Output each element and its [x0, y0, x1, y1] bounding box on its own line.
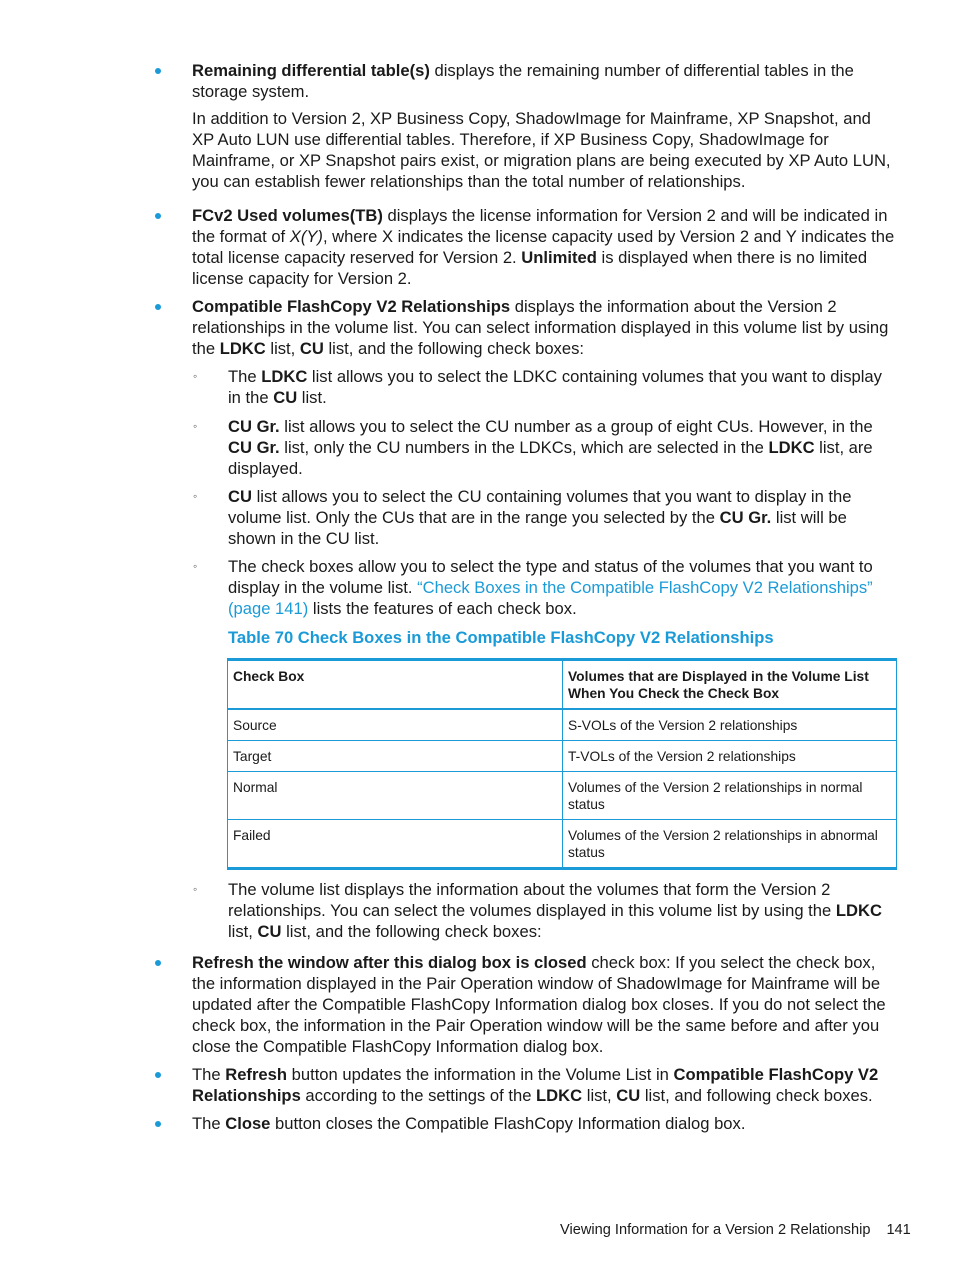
page-footer — [560, 1222, 911, 1238]
cfv2-term: Compatible FlashCopy V2 Relationships — [192, 1065, 879, 1105]
bullet-text: list, — [582, 1086, 617, 1105]
subbullet-text — [228, 366, 897, 408]
ldkc-term: LDKC — [261, 367, 308, 386]
ldkc-term: LDKC — [835, 901, 882, 920]
bullet-close-button — [155, 1113, 897, 1134]
bullet-paragraph — [192, 1113, 897, 1134]
circle-bullet-icon: ◦ — [193, 559, 198, 573]
subbullet-ldkc-list — [193, 366, 897, 408]
bullet-text: button updates the information in the Volume List in — [287, 1065, 674, 1084]
subbullet-check-boxes — [193, 556, 897, 619]
subbullet-cu-gr-list — [193, 416, 897, 479]
ldkc-term: LDKC — [536, 1086, 583, 1105]
bullet-paragraph — [192, 952, 897, 1057]
text: The volume list displays the information about the volumes that form the Version 2 relationships. You can select the volumes displayed in this volume list by using the — [228, 880, 836, 920]
bullet-text: displays the remaining number of differential tables in the storage system. — [192, 61, 854, 101]
text: list, — [228, 922, 258, 941]
bullet-fcv2-used-volumes — [155, 205, 897, 289]
table-row — [228, 741, 897, 772]
unlimited-term: Unlimited — [521, 248, 597, 267]
cu-gr-term: CU Gr. — [719, 508, 772, 527]
cu-term: CU — [299, 339, 324, 358]
cu-term: CU — [228, 487, 252, 506]
text: list, and the following check boxes: — [281, 922, 542, 941]
bullet-paragraph — [192, 205, 897, 289]
bullet-refresh-window-checkbox — [155, 952, 897, 1057]
column-header: Volumes that are Displayed in the Volume List When You Check the Check Box — [563, 660, 897, 710]
text: list. — [297, 388, 327, 407]
cu-term: CU — [257, 922, 282, 941]
bullet-dot-icon — [155, 960, 161, 966]
bullet-dot-icon — [155, 213, 161, 219]
text: list allows you to select the CU containing volumes that you want to display in the volume list. Only the CUs that are in the range you selected by the — [228, 487, 852, 527]
bullet-text: The — [192, 1114, 226, 1133]
circle-bullet-icon: ◦ — [193, 489, 198, 503]
bullet-dot-icon — [155, 304, 161, 310]
cu-gr-term: CU Gr. — [228, 417, 280, 436]
table-cell: Volumes of the Version 2 relationships in abnormal status — [563, 820, 897, 869]
circle-bullet-icon: ◦ — [193, 369, 198, 383]
bullet-text: The — [192, 1065, 226, 1084]
subbullet-text — [228, 416, 897, 479]
close-term: Close — [225, 1114, 271, 1133]
bullet-text: list, and following check boxes. — [640, 1086, 873, 1105]
table-cell: S-VOLs of the Version 2 relationships — [563, 709, 897, 741]
bullet-text: list, — [265, 339, 300, 358]
page-number: 141 — [886, 1222, 911, 1238]
text: list allows you to select the CU number as a group of eight CUs. However, in the — [279, 417, 873, 436]
text: The check boxes allow you to select the type and status of the volumes that you want to display in the volume list. — [228, 557, 873, 597]
cu-term: CU — [616, 1086, 641, 1105]
bullet-paragraph — [192, 60, 897, 102]
bullet-paragraph-2: In addition to Version 2, XP Business Copy, ShadowImage for Mainframe, XP Snapshot, and XP Auto LUN use differential tables. Therefore, if XP Business Copy, ShadowImage for Mainframe, or XP Snapshot pairs exist, or migration plans are being executed by XP Auto LUN, you can establish fewer relationships than the total number of relationships. — [192, 109, 891, 191]
subbullet-volume-list — [193, 879, 897, 942]
text: list, are displayed. — [228, 438, 873, 478]
bullet-paragraph — [192, 296, 897, 359]
footer-section-title: Viewing Information for a Version 2 Relationship — [560, 1222, 871, 1238]
check-boxes-table — [227, 658, 897, 870]
text: lists the features of each check box. — [308, 599, 577, 618]
table-cell: T-VOLs of the Version 2 relationships — [563, 741, 897, 772]
text: list will be shown in the CU list. — [228, 508, 847, 548]
table-cell: Target — [228, 741, 563, 772]
table-cell: Failed — [228, 820, 563, 869]
bullet-text: list, and the following check boxes: — [323, 339, 584, 358]
bullet-dot-icon — [155, 1121, 161, 1127]
subbullet-text — [228, 879, 897, 942]
ldkc-term: LDKC — [768, 438, 815, 457]
table-header-row — [228, 660, 897, 710]
cross-reference-link[interactable]: “Check Boxes in the Compatible FlashCopy V2 Relationships” (page 141) — [228, 578, 873, 618]
bullet-text: button closes the Compatible FlashCopy Information dialog box. — [270, 1114, 746, 1133]
table-row — [228, 709, 897, 741]
term: Refresh the window after this dialog box is closed — [192, 953, 587, 972]
cu-term: CU — [273, 388, 298, 407]
bullet-compatible-flashcopy-v2 — [155, 296, 897, 359]
format-example: X(Y) — [289, 227, 323, 246]
bullet-paragraph — [192, 1064, 897, 1106]
table-row — [228, 772, 897, 820]
ldkc-term: LDKC — [219, 339, 266, 358]
table-row — [228, 820, 897, 869]
table-caption: Table 70 Check Boxes in the Compatible FlashCopy V2 Relationships — [228, 628, 774, 647]
circle-bullet-icon: ◦ — [193, 419, 198, 433]
cu-gr-term: CU Gr. — [228, 438, 280, 457]
bullet-text: , where X indicates the license capacity used by Version 2 and Y indicates the total license capacity reserved for Version 2. — [192, 227, 895, 267]
table-cell: Volumes of the Version 2 relationships in normal status — [563, 772, 897, 820]
refresh-term: Refresh — [225, 1065, 288, 1084]
term: Remaining differential table(s) — [192, 61, 430, 80]
table-cell: Source — [228, 709, 563, 741]
bullet-text: displays the license information for Version 2 and will be indicated in the format of — [192, 206, 888, 246]
bullet-text: according to the settings of the — [300, 1086, 537, 1105]
text: list allows you to select the LDKC containing volumes that you want to display in the — [228, 367, 882, 407]
term: Compatible FlashCopy V2 Relationships — [192, 297, 511, 316]
bullet-remaining-differential-tables — [155, 60, 897, 192]
bullet-text: displays the information about the Version 2 relationships in the volume list. You can select information displayed in this volume list by using the — [192, 297, 889, 358]
subbullet-text — [228, 556, 897, 619]
bullet-dot-icon — [155, 68, 161, 74]
table-cell: Normal — [228, 772, 563, 820]
subbullet-cu-list — [193, 486, 897, 549]
text: list, only the CU numbers in the LDKCs, which are selected in the — [279, 438, 769, 457]
bullet-text: is displayed when there is no limited license capacity for Version 2. — [192, 248, 868, 288]
bullet-refresh-button — [155, 1064, 897, 1106]
term: FCv2 Used volumes(TB) — [192, 206, 383, 225]
subbullet-text — [228, 486, 897, 549]
bullet-text: check box: If you select the check box, the information displayed in the Pair Operation window of ShadowImage for Mainframe will be updated after the Compatible FlashCopy Information dialog box closes. If you do not select the check box, the information in the Pair Operation window will be the same before and after you close the Compatible FlashCopy Information dialog box. — [192, 953, 886, 1056]
text: The — [228, 367, 262, 386]
bullet-dot-icon — [155, 1072, 161, 1078]
circle-bullet-icon: ◦ — [193, 882, 198, 896]
column-header: Check Box — [228, 660, 563, 710]
